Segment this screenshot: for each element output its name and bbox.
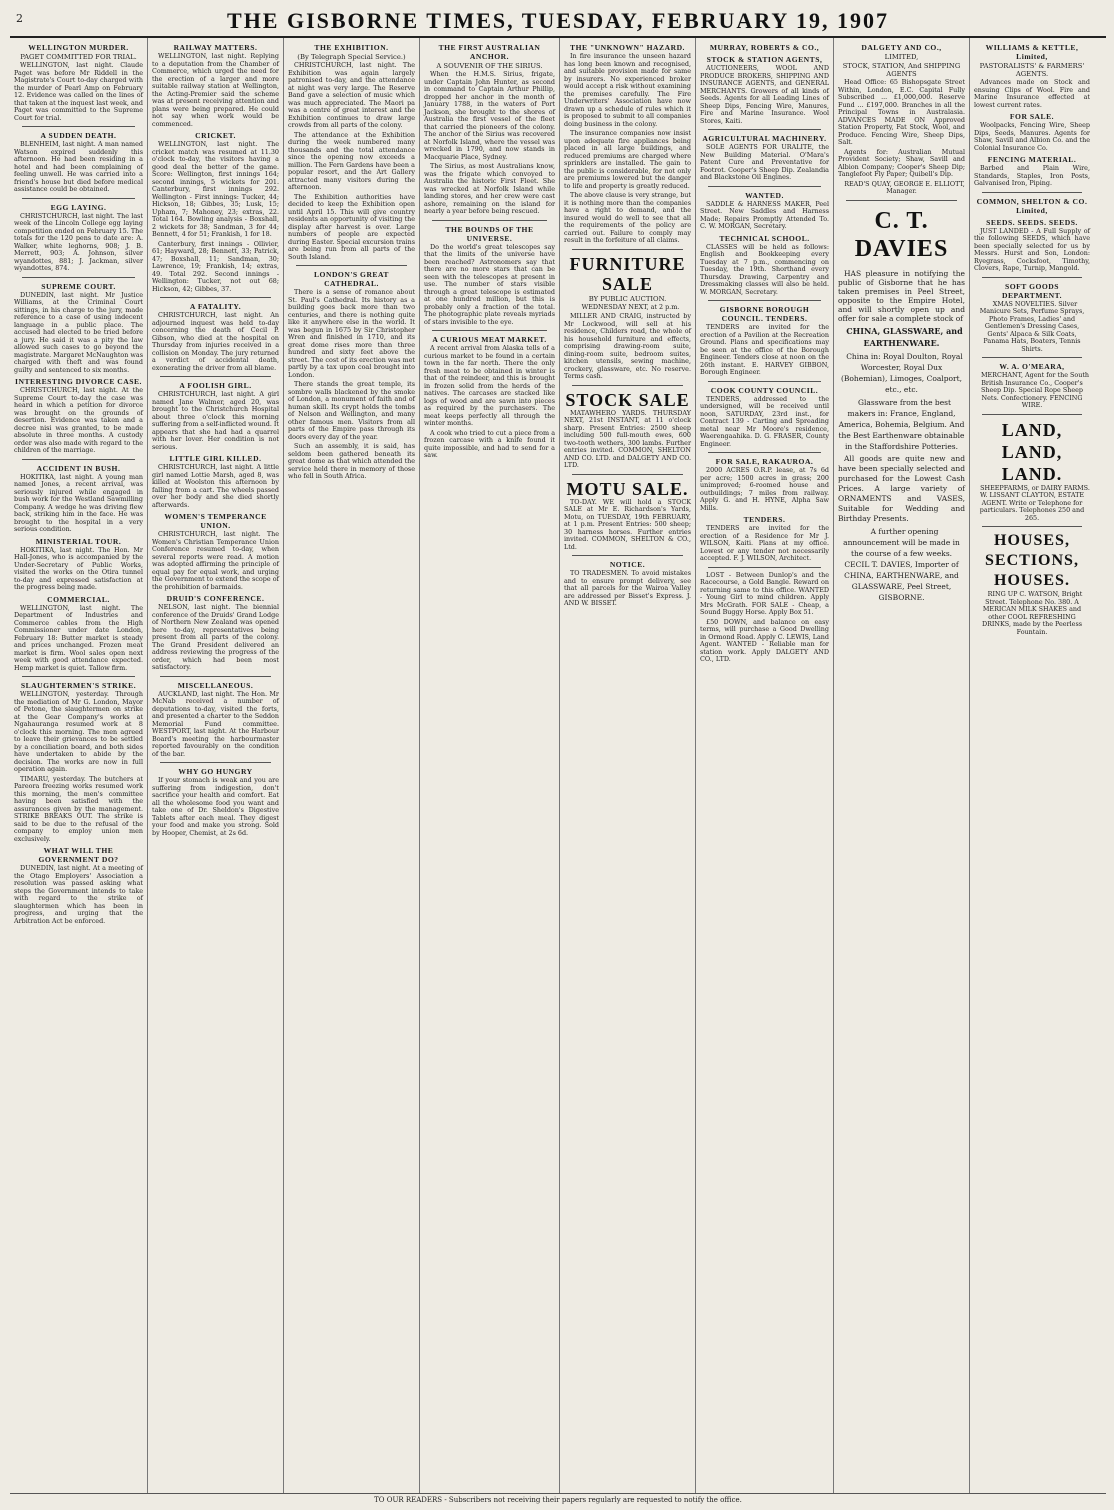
ad-text: TO-DAY. WE will hold a STOCK SALE at Mr E. Richardson's Yards, Motu, on TUESDAY, 19th FEBRUARY, at 1 p.m. Present Entries: 500 sheep; 30 harness horses. Further entries invited. COMMON, SHELTON & CO., Ltd. [564,497,691,551]
headline: A FATALITY. [189,302,242,311]
ad-text: Woolpacks, Fencing Wire, Sheep Dips, Seeds, Manures. Agents for Shaw, Savill and Albion Co. and the Colonial Insurance Co. [974,121,1090,152]
article-text: CHRISTCHURCH, last night. A girl named Jane Walmer, aged 20, was brought to the Christchurch Hospital about three o'clock this morning suffering from a self-inflicted wound. It appears that she had had a quarrel with her lover. Her condition is not serious. [152,390,279,451]
ad-headline: STOCK & STATION AGENTS, [706,55,823,64]
headline: WANTED. [745,190,784,200]
ad-text: LOST - Between Dunlop's and the Racecourse, a Gold Bangle. Reward on returning same to this office. WANTED - Young Girl to mind children. Apply Mrs McGrath. FOR SALE - Cheap, a Sound Buggy Horse. Apply Box 51. [700,570,829,616]
divider [432,330,547,331]
headline: ACCIDENT IN BUSH. [36,463,121,473]
divider [708,300,821,301]
subheadline: STOCK, STATION, And SHIPPING AGENTS [842,62,961,78]
divider [982,277,1082,278]
column-3 [284,38,420,1493]
headline: DRUID'S CONFERENCE. [166,594,265,603]
divider [708,452,821,453]
ad-text: SOLE AGENTS FOR URALITE, the New Building Material. O'Mara's Patent Cure and Preventative for Footrot. Cooper's Sheep Dip. Zealandia and Blackstone Oil Engines. [700,143,829,181]
article-text: HOKITIKA, last night. A young man named Jones, a recent arrival, was seriously injured while engaged in bush work for the Westland Sawmilling Company. A wedge he was driving flew back, striking him in the face. He was brought to the hospital in a very serious condition. [14,472,143,533]
headline: GISBORNE BOROUGH COUNCIL. TENDERS. [719,305,810,323]
ad-headline: DALGETY AND CO., [861,43,942,52]
headline: LITTLE GIRL KILLED. [169,454,262,463]
article-text: CHRISTCHURCH, last night. A little girl named Lottie Marsh, aged 8, was killed at Woolston this afternoon by falling from a cart. The wheels passed over her body and she died shortly afterwards. [152,463,279,509]
article-text: There stands the great temple, its sombre walls blackened by the smoke of London, a monument of faith and of human skill. Its crypt holds the tombs of Nelson and Wellington, and many other famous men. Visitors from all parts of the Empire pass through its doors every day of the year. [288,380,415,441]
divider [160,676,271,677]
headline: SLAUGHTERMEN'S STRIKE. [20,681,137,690]
divider [982,357,1082,358]
ad-headline: LAND, LAND, LAND. [1001,419,1063,484]
headline: WHAT WILL THE GOVERNMENT DO? [38,846,119,864]
masthead [10,6,1106,38]
divider [982,192,1082,193]
divider [22,198,135,199]
subheadline: PAGET COMMITTED FOR TRIAL. [20,53,137,61]
article-text: DUNEDIN, last night. At a meeting of the Otago Employers' Association a resolution was passed asking what steps the Government intends to take with regard to the strike of slaughtermen which has been in progress, and urging that the Arbitration Act be enforced. [14,864,143,925]
divider [982,414,1082,415]
ad-text: HAS pleasure in notifying the public of Gisborne that he has taken premises in Peel Street, opposite to the Empire Hotel, and will shortly open up and offer for sale a complete stock of [838,268,965,323]
column-6 [696,38,834,1493]
headline: RAILWAY MATTERS. [173,43,258,52]
article-text: WELLINGTON, yesterday. Through the mediation of Mr G. London, Mayor of Petone, the slaughtermen on strike at the Gear Company's works at Ngahauranga resumed work at 8 o'clock this morning. The men agreed to leave their grievances to be settled by a conciliation board, and both sides have undertaken to abide by the decision. The works are now in full operation again. [14,690,143,773]
divider [708,381,821,382]
ad-text: READ'S QUAY, GEORGE E. ELLIOTT, Manager. [844,179,965,195]
article-text: In fire insurance the unseen hazard has long been known and recognised, and suitable provision made for same by insurers. No experienced broker would accept a risk without examining the premises carefully. The Fire Underwriters' Association have now drawn up a schedule of rules which it is proposed to submit to all companies doing business in the colony. [564,52,691,128]
headline: LONDON'S GREAT CATHEDRAL. [313,270,389,288]
ad-text: TENDERS are invited for the erection of a Residence for Mr J. WILSON, Kaiti. Plans at my office. Lowest or any tender not necessarily accepted. F. J. WILSON, Architect. [700,524,829,562]
headline: COOK COUNTY COUNCIL. [710,385,819,395]
divider [708,567,821,568]
column-1 [10,38,148,1493]
divider [160,297,271,298]
divider [22,676,135,677]
headline: THE "UNKNOWN" HAZARD. [570,43,685,52]
ad-text: CHINA, GLASSWARE, and EARTHENWARE. [846,325,963,348]
divider [708,186,821,187]
column-8 [970,38,1094,1493]
headline: AGRICULTURAL MACHINERY. [702,134,827,143]
divider [432,220,547,221]
ad-text: All goods are quite new and have been specially selected and purchased for the Lowest Cash Prices. A large variety of ORNAMENTS and VASES, Suitable for Wedding and Birthday Presents. [838,453,965,523]
article-text: DUNEDIN, last night. Mr Justice Williams, at the Criminal Court sittings, in his charge to the jury, made reference to a case of using indecent language in a public place. The accused had elected to be tried before a jury. He said it was a pity the law allowed such cases to go beyond the magistrate. Margaret McNaughton was charged with theft and was found guilty and sentenced to six months. [14,290,143,374]
article-text: The Exhibition authorities have decided to keep the Exhibition open until April 15. This will give country residents an opportunity of visiting the display after harvest is over. Large numbers of people are expected during Easter. Special excursion trains are being run from all parts of the South Island. [288,192,415,261]
ad-headline: COMMON, SHELTON & CO. Limited, [976,196,1088,215]
page-number: 2 [16,12,23,25]
ad-text: TENDERS are invited for the erection of a Pavilion at the Recreation Ground. Plans and specifications may be seen at the office of the Borough Engineer. Tenders close at noon on the 26th instant. E. HARVEY GIBBON, Borough Engineer. [700,323,829,376]
article-text: Do the world's great telescopes say that the limits of the universe have been reached? Astronomers say that there are no more stars that can be seen with the telescopes at present in use. The number of stars visible through a great telescope is estimated at one hundred million, but this is probably only a fraction of the total. The photographic plate reveals myriads of stars invisible to the eye. [424,242,555,326]
headline: A FOOLISH GIRL. [179,381,252,390]
article-text: There is a sense of romance about St. Paul's Cathedral. Its history as a building goes back more than two centuries, and there is nothing quite like it anywhere else in the world. It was begun in 1675 by Sir Christopher Wren and finished in 1710, and its great dome rises more than three hundred and sixty feet above the street. The cost of its erection was met partly by a tax upon coal brought into London. [288,288,415,379]
subheadline: PASTORALISTS' & FARMERS' AGENTS. [979,62,1085,78]
divider [22,126,135,127]
article-text: If your stomach is weak and you are suffering from indigestion, don't sacrifice your health and comfort. Eat all the wholesome food you want and take one of Dr. Sheldon's Digestive Tablets after each meal. They digest your food and make you strong. Sold by Hooper, Chemist, at 2s 6d. [152,776,279,837]
headline: COMMERCIAL. [47,594,110,604]
headline: MINISTERIAL TOUR. [35,536,122,546]
ad-text: WEDNESDAY NEXT, at 2 p.m. [581,302,680,311]
article-text: A recent arrival from Alaska tells of a curious market to be found in a certain town in the far north. There the only fresh meat to be obtained in winter is that of the reindeer, and this is brought in frozen solid from the herds of the natives. The carcases are stacked like logs of wood and are sawn into pieces as required by the purchasers. The meat keeps perfectly all through the winter months. [424,344,555,427]
subheadline: BY PUBLIC AUCTION. [588,294,667,303]
divider [572,385,683,386]
article-text: BLENHEIM, last night. A man named Watson expired suddenly this afternoon. He had been residing in a hotel and had been complaining of feeling unwell. He was carried into a friend's house but died before medical assistance could be obtained. [14,140,143,193]
headline: FOR SALE, RAKAUROA. [715,457,814,466]
headline: WELLINGTON MURDER. [28,43,129,52]
ad-text: TO TRADESMEN. To avoid mistakes and to ensure prompt delivery, see that all parcels for the Wairoa Valley are addressed per Bisset's Express. J. AND W. BISSET. [564,569,691,607]
ad-headline: WILLIAMS & KETTLE, Limited, [985,43,1079,61]
columns [10,38,1106,1494]
divider [982,526,1082,527]
headline: A SUDDEN DEATH. [40,131,117,140]
divider [572,474,683,475]
divider [22,277,135,278]
headline: TECHNICAL SCHOOL. [719,233,810,243]
ad-text: 2000 ACRES O.R.P. lease, at 7s 6d per acre; 1500 acres in grass; 200 unimproved; 6-roomed house and outbuildings; 7 miles from railway. Apply G. and H. HYNE, Alpha Saw Mills. [700,466,829,512]
ad-headline: STOCK SALE [565,389,690,410]
article-text: WELLINGTON, last night. The cricket match was resumed at 11.30 o'clock to-day, the visitors having a good deal the better of the game. Score: Wellington, first innings 164; second innings, 5 wickets for 201. Canterbury, first innings 292. Wellington - First innings: Tucker, 44; Hickson, 18; Gibbes, 35; Lusk, 15; Upham, 7; Mahoney, 23; extras, 22. Total 164. Bowling analysis - Boxshall, 2 wickets for 38; Sandman, 3 for 44; Bennett, 4 for 51; Frankish, 1 for 18. [152,140,279,238]
ad-headline: MOTU SALE. [566,478,689,499]
ad-text: MERCHANT, Agent for the South British Insurance Co., Cooper's Sheep Dip. Special Rope Sheep Nets. Confectionery. FENCING WIRE. [980,371,1090,409]
column-4 [420,38,560,1493]
ad-headline: C. T. DAVIES [854,207,949,262]
article-text: The insurance companies now insist upon adequate fire appliances being placed in all large buildings, and reduced premiums are charged where sprinklers are installed. The gain to the public is considerable, for not only are premiums lowered but the danger to life and property is greatly reduced. [564,129,691,190]
headline: THE BOUNDS OF THE UNIVERSE. [445,224,534,243]
ad-headline: SEEDS. SEEDS. SEEDS. [986,217,1078,227]
headline: THE EXHIBITION. [314,43,389,52]
footer-note: TO OUR READERS - Subscribers not receiving their papers regularly are requested to notify the office. [374,1496,742,1504]
ad-text: JUST LANDED - A Full Supply of the following SEEDS, which have been specially selected for us by Messrs. Hurst and Son, London: Ryegrass, Cocksfoot, Timothy, Clovers, Rape, Turnip, Mangold. [974,226,1090,272]
article-text: CHRISTCHURCH, last night. The last week of the Lincoln College egg laying competition ended on February 15. The totals for the 120 pens to date are: A. Walker, white leghorns, 908; J. B. Merrett, 903; A. Johnson, silver wyandottes, 881; J. Jackman, silver wyandottes, 874. [14,211,143,272]
divider [572,555,683,556]
ad-text: SADDLE & HARNESS MAKER, Peel Street. New Saddles and Harness Made; Repairs Promptly Attended To. C. W. MORGAN, Secretary. [700,199,829,230]
article-text: Canterbury, first innings - Ollivier, 61; Hayward, 28; Bennett, 33; Patrick, 47; Boxshall, 11; Sandman, 30; Lawrence, 19; Frankish, 14; extras, 49. Total 292. Second innings - Wellington: Tucker, not out 68; Hickson, 42; Gibbes, 37. [152,239,279,293]
headline: FENCING MATERIAL. [987,155,1077,164]
headline: A CURIOUS MEAT MARKET. [432,335,547,344]
ad-headline: W. A. O'MEARA, [999,362,1065,371]
article-text: HOKITIKA, last night. The Hon. Mr Hall-Jones, who is accompanied by the Under-Secretary of Public Works, visited the works on the Otira tunnel to-day and expressed satisfaction at the progress being made. [14,545,143,591]
divider [708,129,821,130]
column-2 [148,38,284,1493]
ad-text: Agents for: Australian Mutual Provident Society; Shaw, Savill and Albion Company; Cooper's Sheep Dip; Tanglefoot Fly Paper; Quibell's Dip. [838,147,965,178]
ad-text: SHEEPFARMS, or DAIRY FARMS. W. LISSANT CLAYTON, ESTATE AGENT. Write or Telephone for particulars. Telephones 250 and 265. [979,483,1090,522]
headline: SOFT GOODS DEPARTMENT. [1001,281,1062,300]
article-text: Such an assembly, it is said, has seldom been gathered beneath its great dome as that which attended the service held there in memory of those who fell in South Africa. [288,442,415,480]
headline: THE FIRST AUSTRALIAN ANCHOR. [438,43,541,61]
ad-text: RING UP C. WATSON, Bright Street. Telephone No. 380. A MERICAN MILK SHAKES and other COOL REFRESHING DRINKS, made by the Peerless Fountain. [981,590,1083,636]
article-text: WELLINGTON, last night. Replying to a deputation from the Chamber of Commerce, which urged the need for the erection of a larger and more suitable railway station at Wellington, the Acting-Premier said the scheme was at present receiving attention and plans were being prepared. He could not say when work would be commenced. [152,52,279,128]
divider [160,762,271,763]
headline: SUPREME COURT. [41,281,116,291]
column-7 [834,38,970,1493]
divider [22,459,135,460]
headline: MISCELLANEOUS. [177,680,254,690]
headline: WHY GO HUNGRY [178,767,253,776]
ad-text: £50 DOWN, and balance on easy terms, will purchase a Good Dwelling in Ormond Road. Apply C. LEWIS, Land Agent. WANTED - Reliable man for station work. Apply DALGETY AND CO., LTD. [700,617,829,663]
article-text: CHRISTCHURCH, last night. An adjourned inquest was held to-day concerning the death of Cecil P. Gibson, who died at the hospital on Thursday from injuries received in a collision on Monday. The jury returned a verdict of accidental death, exonerating the driver from all blame. [152,311,279,372]
divider [296,265,407,266]
ad-text: TENDERS, addressed to the undersigned, will be received until noon, SATURDAY, 23rd inst., for Contract 139 - Carting and Spreading metal near Mr Moore's residence, Waerengaahika. D. G. FRASER, County Engineer. [700,394,829,448]
divider [160,376,271,377]
article-text: CHRISTCHURCH, last night. At the Supreme Court to-day the case was heard in which a petition for divorce was brought on the grounds of desertion. Evidence was taken and a decree nisi was granted, to be made absolute in three months. A custody order was also made with regard to the children of the marriage. [14,386,143,454]
ad-text: MATAWHERO YARDS. THURSDAY NEXT, 21st INSTANT, at 11 o'clock sharp. Present Entries: 2500 sheep including 500 full-mouth ewes, 600 two-tooth wethers, 300 lambs. Further entries invited. COMMON, SHELTON AND CO. LTD. and DALGETY AND CO. LTD. [564,408,691,469]
article-text: WELLINGTON, last night. Claude Paget was before Mr Riddell in the Magistrate's Court to-day charged with the murder of Pearl Amp on February 12. Evidence was called on the lines of that taken at the inquest last week, and Paget was committed to the Supreme Court for trial. [14,61,143,122]
subheadline: A SOUVENIR OF THE SIRIUS. [436,62,543,70]
ad-headline: HOUSES, SECTIONS, HOUSES. [985,532,1079,589]
headline: INTERESTING DIVORCE CASE. [15,377,142,386]
article-text: The Sirius, as most Australians know, was the frigate which convoyed to Australia the historic First Fleet. She was wrecked at Norfolk Island while landing stores, and her crew were cast ashore, remaining on the island for nearly a year before being rescued. [424,162,555,215]
headline: FOR SALE. [1009,112,1055,121]
ad-text: Head Office: 65 Bishopsgate Street Within, London, E.C. Capital Fully Subscribed ... £1,000,000. Reserve Fund ... £197,000. Branches in all the Principal Towns in Australasia. ADVANCES MADE ON Approved Station Property, Fat Stock, Wool, and Produce. Fencing Wire, Sheep Dips, Salt. [838,78,965,146]
article-text: TIMARU, yesterday. The butchers at Pareora freezing works resumed work this morning, the men's committee having been satisfied with the assurances given by the management. STRIKE BREAKS OUT. The strike is said to be due to the refusal of the company to employ union men exclusively. [14,774,143,843]
article-text: CHRISTCHURCH, last night. The Exhibition was again largely patronised to-day, and the attendance at night was very large. The Reserve Band gave a selection of music which was much appreciated. The Maori pa was a centre of great interest and the Exhibition continues to draw large crowds from all parts of the colony. [288,61,415,129]
article-text: The attendance at the Exhibition during the week numbered many thousands and the total attendance since the opening now exceeds a million. The Fern Gardens have been a popular resort, and the Art Gallery attracted many visitors during the afternoon. [288,130,415,191]
article-text: A cook who tried to cut a piece from a frozen carcase with a knife found it quite impossible, and had to send for a saw. [424,428,555,459]
article-text: The above clause is very strange, but it is nothing more than the companies have a right to demand, and the insured would do well to see that all the requirements of the policy are carried out. Failure to comply may result in the forfeiture of all claims. [564,191,691,244]
article-text: AUCKLAND, last night. The Hon. Mr McNab received a number of deputations to-day, visited the forts, and presented a charter to the Seddon Memorial Fund committee. WESTPORT, last night. At the Harbour Board's meeting the harbourmaster reported favourably on the condition of the bar. [152,689,279,758]
ad-text: A further opening announcement will be made in the course of a few weeks. CECIL T. DAVIES, Importer of CHINA, EARTHENWARE, and GLASSWARE, Peel Street, GISBORNE. [843,526,960,602]
ad-text: MILLER AND CRAIG, instructed by Mr Lockwood, will sell at his residence, Childers road, the whole of his household furniture and effects, comprising drawing-room suite, dining-room suite, bedroom suites, kitchen utensils, sewing machine, crockery, glassware, etc. No reserve. Terms cash. [564,312,691,380]
ad-headline: MURRAY, ROBERTS & CO., [709,43,820,52]
column-5 [560,38,696,1493]
subheadline: LIMITED, [884,53,919,61]
ad-text: AUCTIONEERS, WOOL AND PRODUCE BROKERS, SHIPPING AND INSURANCE AGENTS, and GENERAL MERCHANTS. Growers of all kinds of Seeds. Agents for all Leading Lines of Sheep Dips, Fencing Wire, Manures, Fire and Marine Insurance. Wool Stores, Kaiti. [700,64,829,125]
ad-text: XMAS NOVELTIES. Silver Manicure Sets, Perfume Sprays, Photo Frames, Ladies' and Gentlemen's Dressing Cases, Gents' Alpaca & Silk Coats, Panama Hats, Boaters, Tennis Shirts. [979,299,1085,353]
article-text: WELLINGTON, last night. The Department of Industries and Commerce cables from the High Commissioner under date London, February 18: Butter market is steady and prices unchanged. Frozen meat market is firm. Wool sales open next week with good attendance expected. Hemp market is quiet. Tallow firm. [14,603,143,672]
ad-text: China in: Royal Doulton, Royal Worcester, Royal Dux (Bohemian), Limoges, Coalport, etc., etc. [840,351,963,394]
ad-text: Barbed and Plain Wire, Standards, Staples, Iron Posts, Galvanised Iron, Piping. [974,164,1090,187]
ad-text: Advances made on Stock and ensuing Clips of Wool. Fire and Marine Insurance effected at lowest current rates. [974,78,1090,109]
article-text: When the H.M.S. Sirius, frigate, under Captain John Hunter, as second in command to Captain Arthur Phillip, dropped her anchor in the month of January 1788, in the waters of Port Jackson, she brought to the shores of Australia the first vessel of the fleet that carried the pioneers of the colony. The anchor of the Sirius was recovered at Norfolk Island, where the vessel was wrecked in 1790, and now stands in Macquarie Place, Sydney. [424,70,555,161]
headline: NOTICE. [609,560,646,569]
headline: TENDERS. [743,515,786,524]
divider [572,249,683,250]
article-text: CHRISTCHURCH, last night. The Women's Christian Temperance Union Conference resumed to-day, when several reports were read. A motion was adopted affirming the principle of equal pay for equal work, and urging the Government to extend the scope of the prohibition of barmaids. [152,530,279,591]
article-text: NELSON, last night. The biennial conference of the Druids' Grand Lodge of Northern New Zealand was opened here to-day, representatives being present from all parts of the colony. The Grand President delivered an address reviewing the progress of the order, which had been most satisfactory. [152,603,279,671]
headline: EGG LAYING. [50,202,107,212]
headline: CRICKET. [195,131,236,140]
divider [846,200,957,201]
newspaper-title: THE GISBORNE TIMES, TUESDAY, FEBRUARY 19, 1907 [227,8,889,33]
headline: WOMEN'S TEMPERANCE UNION. [164,512,267,530]
subheadline: (By Telegraph Special Service.) [297,53,406,61]
ad-text: Glassware from the best makers in: France, England, America, Bohemia, Belgium. And the Best Earthenware obtainable in the Staffordshire Potteries. [838,397,965,451]
ad-text: CLASSES will be held as follows: English and Bookkeeping every Tuesday at 7 p.m., commencing on Tuesday, the 19th. Shorthand every Thursday. Drawing, Carpentry and Dressmaking classes will also be held. W. MORGAN, Secretary. [700,242,829,296]
ad-headline: FURNITURE SALE [569,253,686,294]
